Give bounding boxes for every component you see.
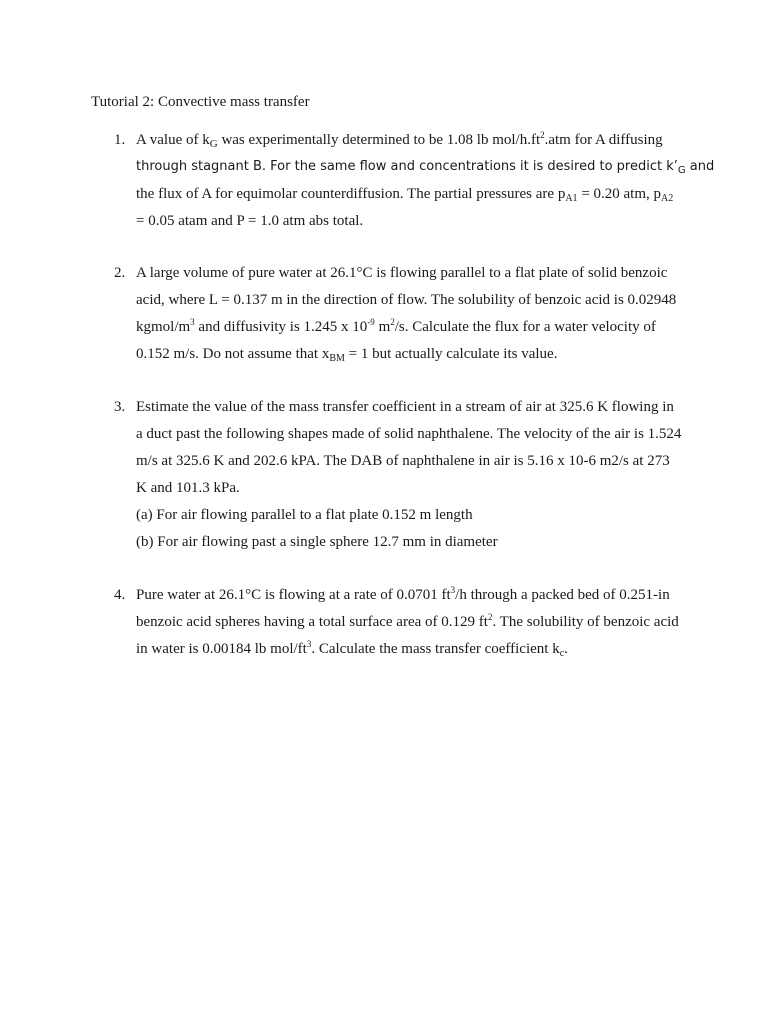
question-line: acid, where L = 0.137 m in the direction of flow. The solubility of benzoic acid is 0.02948 xyxy=(136,292,677,308)
question-number: 3. xyxy=(114,399,126,415)
question-line: A large volume of pure water at 26.1°C is flowing parallel to a flat plate of solid benzoic xyxy=(136,265,668,281)
question-line: K and 101.3 kPa. xyxy=(136,480,240,496)
question-line: in water is 0.00184 lb mol/$ft^3$. Calculate the mass transfer coefficient $k_c$. xyxy=(136,639,568,659)
question-number: 1. xyxy=(114,132,126,148)
question-number: 2. xyxy=(114,265,126,281)
document-title: Tutorial 2: Convective mass transfer xyxy=(91,94,310,110)
question-line: kgmol/$m^3$ and diffusivity is 1.245 x $10^{-9}$ $m^2/s$. Calculate the flux for a water velocity of xyxy=(136,317,656,335)
question-subitem-a: (a) For air flowing parallel to a flat plate 0.152 m length xyxy=(136,507,473,523)
question-line: Estimate the value of the mass transfer coefficient in a stream of air at 325.6 K flowing in xyxy=(136,399,674,415)
question-line: A value of $k_G$ was experimentally determined to be 1.08 lb mol/$h.ft^2.atm$ for A diffusing xyxy=(136,130,663,150)
question-line: 0.152 m/s. Do not assume that $x_{BM} = 1$ but actually calculate its value. xyxy=(136,346,558,364)
question-line: through stagnant B. For the same flow and concentrations it is desired to predict $k’_G$ and xyxy=(136,159,715,176)
question-line: Pure water at 26.1°C is flowing at a rate of 0.0701 $ft^3/h$ through a packed bed of 0.251-in xyxy=(136,585,670,603)
question-line: benzoic acid spheres having a total surface area of 0.129 $ft^2$. The solubility of benzoic acid xyxy=(136,612,679,630)
question-line: a duct past the following shapes made of solid naphthalene. The velocity of the air is 1.524 xyxy=(136,426,682,442)
question-line: m/s at 325.6 K and 202.6 kPA. The DAB of naphthalene in air is 5.16 x 10-6 m2/s at 273 xyxy=(136,453,670,469)
question-line: = 0.05 atam and P = 1.0 atm abs total. xyxy=(136,213,364,229)
question-line: the flux of A for equimolar counterdiffusion. The partial pressures are $p_{A1} = 0.20$ atm, $p_{A2}$ xyxy=(136,186,674,204)
question-subitem-b: (b) For air flowing past a single sphere 12.7 mm in diameter xyxy=(136,534,498,550)
question-number: 4. xyxy=(114,587,126,603)
